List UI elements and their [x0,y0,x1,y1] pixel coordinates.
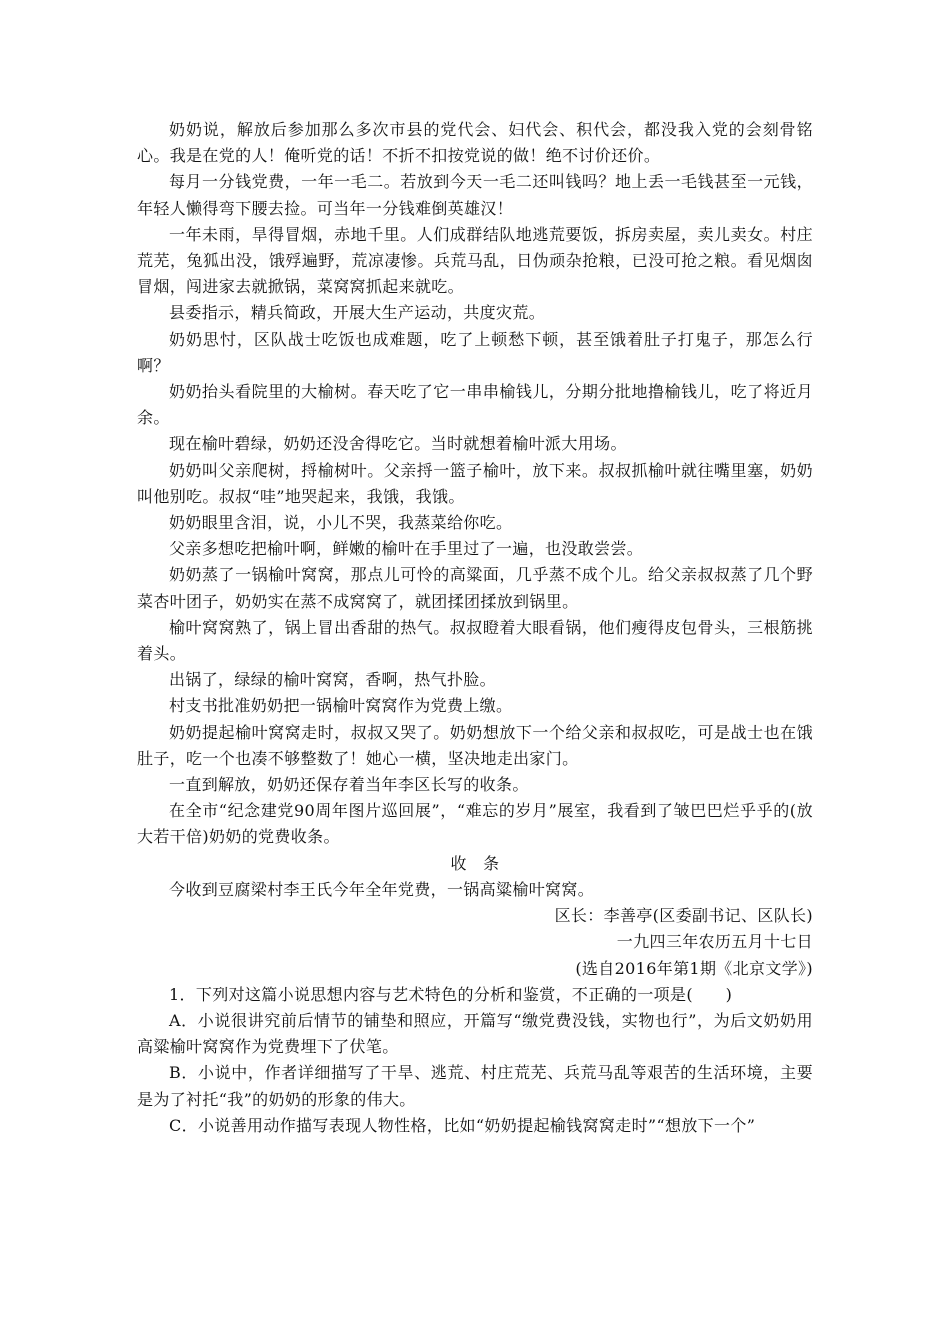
document-page [137,117,813,1139]
story-paragraph: 奶奶蒸了一锅榆叶窝窝，那点儿可怜的高粱面，几乎蒸不成个儿。给父亲叔叔蒸了几个野菜杏叶团子，奶奶实在蒸不成窝窝了，就团揉团揉放到锅里。 [137,565,813,611]
receipt-title: 收 条 [450,853,500,873]
story-paragraph: 在全市“纪念建党90周年图片巡回展”，“难忘的岁月”展室，我看到了皱巴巴烂乎乎的(放大若干倍)奶奶的党费收条。 [137,801,813,847]
story-paragraph: 奶奶说，解放后参加那么多次市县的党代会、妇代会、积代会，都没我入党的会刻骨铭心。我是在党的人！俺听党的话！不折不扣按党说的做！绝不讨价还价。 [137,120,813,166]
story-paragraph: 奶奶提起榆叶窝窝走时，叔叔又哭了。奶奶想放下一个给父亲和叔叔吃，可是战士也在饿肚子，吃一个也凑不够整数了！她心一横，坚决地走出家门。 [137,722,813,768]
question-option-c: C．小说善用动作描写表现人物性格，比如“奶奶提起榆钱窝窝走时”“想放下一个” [169,1115,756,1135]
receipt-signer: 区长：李善亭(区委副书记、区队长) [554,906,813,926]
story-paragraph: 父亲多想吃把榆叶啊，鲜嫩的榆叶在手里过了一遍，也没敢尝尝。 [169,539,644,559]
story-paragraph: 奶奶抬头看院里的大榆树。春天吃了它一串串榆钱儿，分期分批地撸榆钱儿，吃了将近月余。 [137,382,813,428]
question-option-a: A．小说很讲究前后情节的铺垫和照应，开篇写“缴党费没钱，实物也行”，为后文奶奶用高粱榆叶窝窝作为党费埋下了伏笔。 [137,1010,813,1057]
source-citation: (选自2016年第1期《北京文学》) [575,958,813,978]
story-paragraph: 榆叶窝窝熟了，锅上冒出香甜的热气。叔叔瞪着大眼看锅，他们瘦得皮包骨头，三根筋挑着头。 [137,617,813,664]
story-paragraph: 一直到解放，奶奶还保存着当年李区长写的收条。 [169,775,529,795]
question-option-b: B．小说中，作者详细描写了干旱、逃荒、村庄荒芜、兵荒马乱等艰苦的生活环境，主要是为了衬托“我”的奶奶的形象的伟大。 [137,1063,813,1109]
story-paragraph: 村支书批准奶奶把一锅榆叶窝窝作为党费上缴。 [169,696,513,716]
receipt-body: 今收到豆腐梁村李王氏今年全年党费，一锅高粱榆叶窝窝。 [169,879,595,899]
receipt-date: 一九四三年农历五月十七日 [616,932,813,952]
story-paragraph: 奶奶眼里含泪，说，小儿不哭，我蒸菜给你吃。 [169,513,513,533]
story-paragraph: 奶奶思忖，区队战士吃饭也成难题，吃了上顿愁下顿，甚至饿着肚子打鬼子，那怎么行啊？ [137,329,813,375]
story-paragraph: 奶奶叫父亲爬树，捋榆树叶。父亲捋一篮子榆叶，放下来。叔叔抓榆叶就往嘴里塞，奶奶叫他别吃。叔叔“哇”地哭起来，我饿，我饿。 [137,460,813,506]
story-paragraph: 县委指示，精兵简政，开展大生产运动，共度灾荒。 [169,303,546,323]
story-paragraph: 每月一分钱党费，一年一毛二。若放到今天一毛二还叫钱吗？地上丢一毛钱甚至一元钱，年轻人懒得弯下腰去捡。可当年一分钱难倒英雄汉！ [137,172,813,218]
story-paragraph: 现在榆叶碧绿，奶奶还没舍得吃它。当时就想着榆叶派大用场。 [169,434,627,454]
question-stem: 1．下列对这篇小说思想内容与艺术特色的分析和鉴赏，不正确的一项是( ) [169,984,733,1004]
story-paragraph: 出锅了，绿绿的榆叶窝窝，香啊，热气扑脸。 [169,670,497,690]
story-paragraph: 一年未雨，旱得冒烟，赤地千里。人们成群结队地逃荒要饭，拆房卖屋，卖儿卖女。村庄荒芜，兔狐出没，饿殍遍野，荒凉凄惨。兵荒马乱，日伪顽杂抢粮，已没可抢之粮。看见烟囱冒烟，闯进家去就掀锅，菜窝窝抓起来就吃。 [137,224,813,297]
